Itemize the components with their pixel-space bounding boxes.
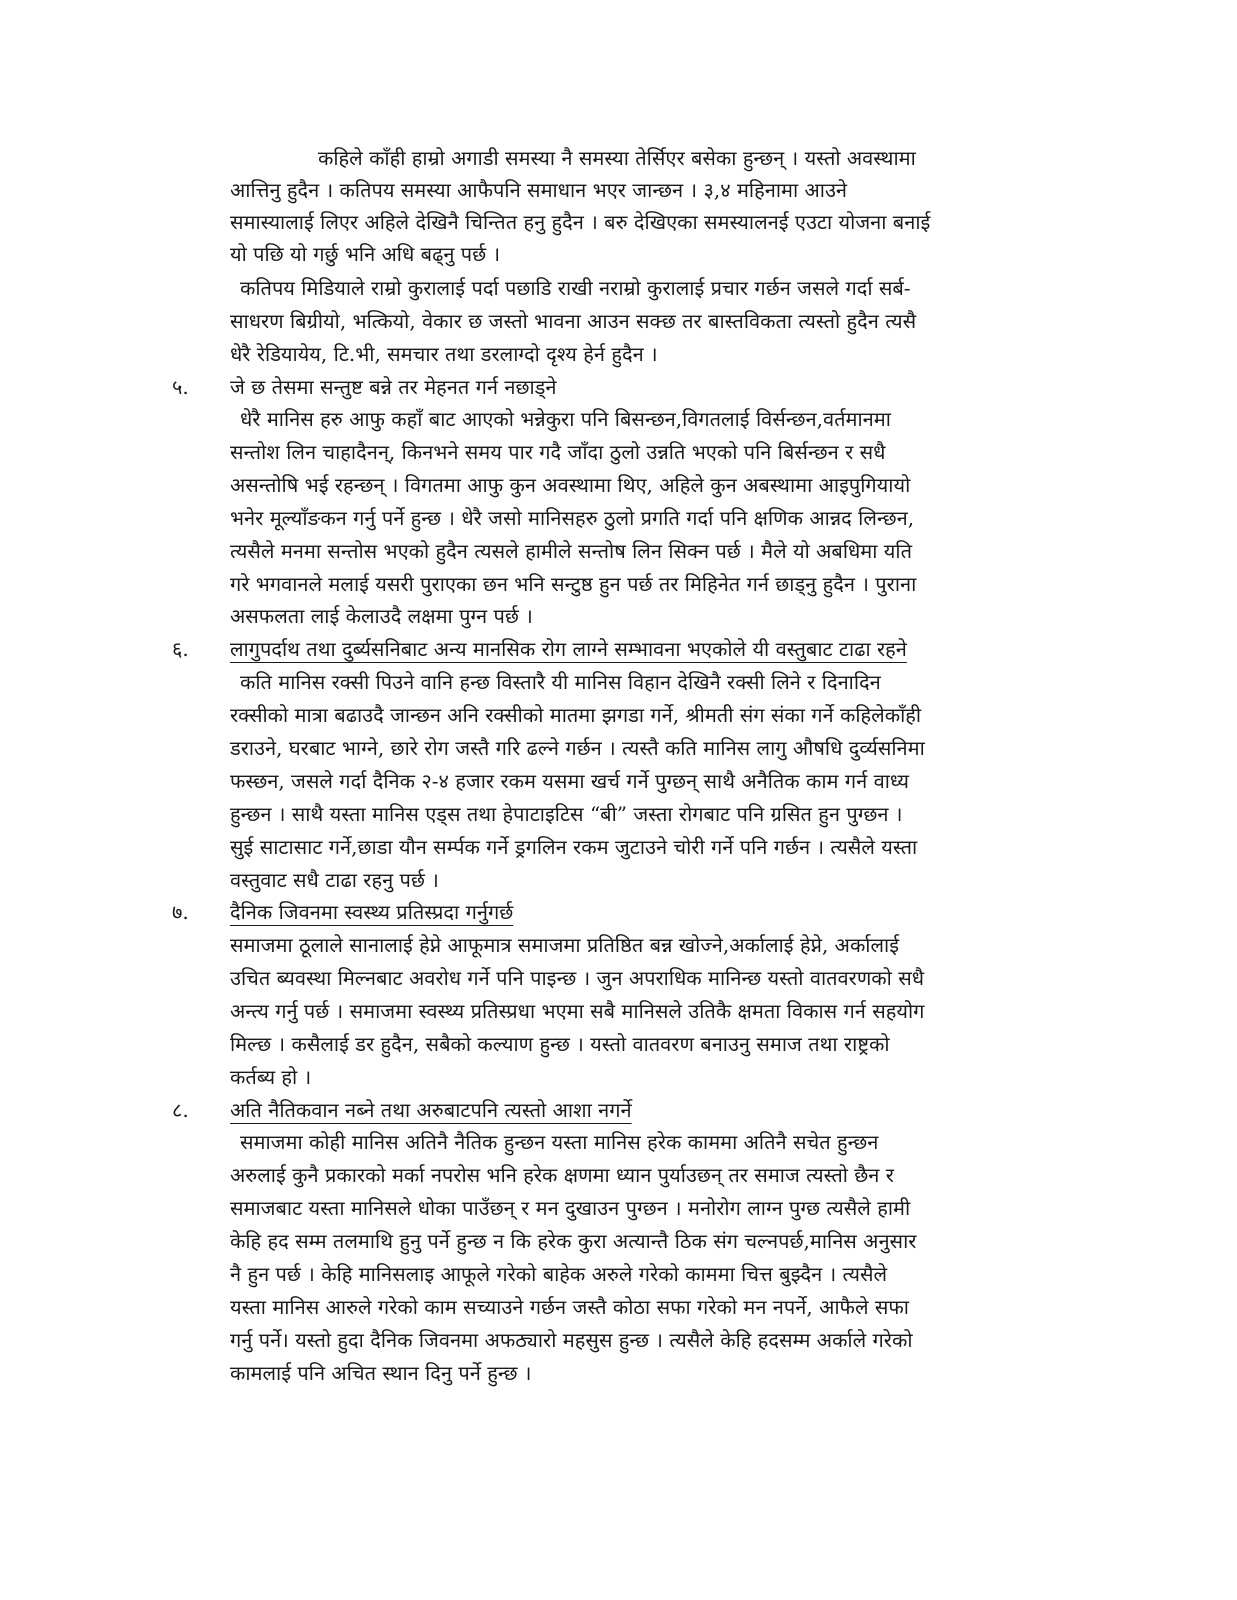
section-heading: दैनिक जिवनमा स्वस्थ्य प्रतिस्प्रदा गर्नुगर्छ	[230, 900, 514, 924]
text-line: रक्सीको मात्रा बढाउदै जान्छन अनि रक्सीको मातमा झगडा गर्ने, श्रीमती संग संका गर्ने कहिलेकाँही	[230, 703, 922, 727]
text-line: यो पछि यो गर्छु भनि अधि बढ्नु पर्छ ।	[230, 242, 501, 266]
text-line: धेरै रेडियायेय, टि.भी, समचार तथा डरलाग्दो दृश्य हेर्न हुदैन ।	[230, 342, 658, 366]
text-line: समाजमा ठूलाले सानालाई हेप्ने आफूमात्र समाजमा प्रतिष्ठित बन्न खोज्ने,अर्कालाई हेप्ने, अर्कालाई	[230, 933, 900, 957]
text-line: अरुलाई कुनै प्रकारको मर्का नपरोस भनि हरेक क्षणमा ध्यान पुर्याउछन् तर समाज त्यस्तो छैन र	[230, 1163, 894, 1187]
text-line: कामलाई पनि अचित स्थान दिनु पर्ने हुन्छ ।	[230, 1361, 532, 1385]
text-line: केहि हद सम्म तलमाथि हुनु पर्ने हुन्छ न कि हरेक कुरा अत्यान्तै ठिक संग चल्नपर्छ,मानिस अनुसार	[230, 1229, 917, 1253]
section-heading: अति नैतिकवान नब्ने तथा अरुबाटपनि त्यस्तो आशा नगर्ने	[230, 1098, 632, 1122]
text-line: कतिपय मिडियाले राम्रो कुरालाई पर्दा पछाडि राखी नराम्रो कुरालाई प्रचार गर्छन जसले गर्दा सर्ब-	[240, 276, 911, 300]
text-line: नै हुन पर्छ । केहि मानिसलाइ आफूले गरेको बाहेक अरुले गरेको काममा चित्त बुझ्दैन । त्यसैले	[230, 1262, 888, 1286]
section-number: ५.	[172, 375, 189, 399]
text-line: कर्तब्य हो ।	[230, 1065, 312, 1089]
section-number: ८.	[172, 1098, 189, 1122]
text-line: गरे भगवानले मलाई यसरी पुराएका छन भनि सन्टुष्ठ हुन पर्छ तर मिहिनेत गर्न छाड्नु हुदैन । पुराना	[230, 572, 917, 596]
text-line: भनेर मूल्याँङकन गर्नु पर्ने हुन्छ । धेरै जसो मानिसहरु ठुलो प्रगति गर्दा पनि क्षणिक आन्नद लिन्छन,	[230, 506, 915, 530]
text-line: असन्तोषि भई रहन्छन् । विगतमा आफु कुन अवस्थामा थिए, अहिले कुन अबस्थामा आइपुगियायो	[230, 473, 911, 497]
text-line: धेरै मानिस हरु आफु कहाँ बाट आएको भन्नेकुरा पनि बिसन्छन,विगतलाई विर्सन्छन,वर्तमानमा	[240, 407, 891, 431]
text-line: डराउने, घरबाट भाग्ने, छारे रोग जस्तै गरि ढल्ने गर्छन । त्यस्तै कति मानिस लागु औषधि दुर्व्यसनिमा	[230, 736, 925, 760]
section-heading: लागुपर्दाथ तथा दुर्ब्यसनिबाट अन्य मानसिक रोग लाग्ने सम्भावना भएकोले यी वस्तुबाट टाढा रहने	[230, 637, 907, 661]
text-line: उचित ब्यवस्था मिल्नबाट अवरोध गर्ने पनि पाइन्छ । जुन अपराधिक मानिन्छ यस्तो वातवरणको सधै	[230, 966, 925, 990]
text-line: फस्छन, जसले गर्दा दैनिक २-४ हजार रकम यसमा खर्च गर्ने पुग्छन् साथै अनैतिक काम गर्न वाध्य	[230, 769, 910, 793]
text-line: यस्ता मानिस आरुले गरेको काम सच्याउने गर्छन जस्तै कोठा सफा गरेको मन नपर्ने, आफैले सफा	[230, 1295, 909, 1319]
text-line: आत्तिनु हुदैन । कतिपय समस्या आफैपनि समाधान भएर जान्छन । ३,४ महिनामा आउने	[230, 178, 848, 202]
text-line: सुई साटासाट गर्ने,छाडा यौन सर्म्पक गर्ने ड्रगलिन रकम जुटाउने चोरी गर्ने पनि गर्छन । त्यसैले यस्ता	[230, 835, 918, 859]
section-number: ७.	[172, 900, 189, 924]
text-line: मिल्छ । कसैलाई डर हुदैन, सबैको कल्याण हुन्छ । यस्तो वातवरण बनाउनु समाज तथा राष्ट्रको	[230, 1032, 890, 1056]
text-line: असफलता लाई केलाउदै लक्षमा पुग्न पर्छ ।	[230, 604, 533, 628]
text-line: वस्तुवाट सधै टाढा रहनु पर्छ ।	[230, 868, 439, 892]
section-heading: जे छ तेसमा सन्तुष्ट बन्ने तर मेहनत गर्न नछाड्ने	[230, 375, 557, 399]
text-line: समास्यालाई लिएर अहिले देखिनै चिन्तित हनु हुदैन । बरु देखिएका समस्यालनई एउटा योजना बनाई	[230, 210, 931, 234]
text-line: अन्त्य गर्नु पर्छ । समाजमा स्वस्थ्य प्रतिस्प्रधा भएमा सबै मानिसले उतिकै क्षमता विकास गर्न सहयोग	[230, 999, 925, 1023]
text-line: हुन्छन । साथै यस्ता मानिस एड्स तथा हेपाटाइटिस “बी” जस्ता रोगबाट पनि ग्रसित हुन पुग्छन ।	[230, 802, 903, 826]
text-line: साधरण बिग्रीयो, भत्कियो, वेकार छ जस्तो भावना आउन सक्छ तर बास्तविकता त्यस्तो हुदैन त्यसै	[230, 309, 917, 333]
text-line: समाजमा कोही मानिस अतिनै नैतिक हुन्छन यस्ता मानिस हरेक काममा अतिनै सचेत हुन्छन	[240, 1130, 879, 1154]
text-line: कहिले काँही हाम्रो अगाडी समस्या नै समस्या तेर्सिएर बसेका हुन्छन् । यस्तो अवस्थामा	[318, 146, 916, 170]
text-line: सन्तोश लिन चाहादैनन्, किनभने समय पार गदै जाँदा ठुलो उन्नति भएको पनि बिर्सन्छन र सधै	[230, 440, 886, 464]
text-line: कति मानिस रक्सी पिउने वानि हन्छ विस्तारै यी मानिस विहान देखिनै रक्सी लिने र दिनादिन	[240, 670, 881, 694]
text-line: त्यसैले मनमा सन्तोस भएको हुदैन त्यसले हामीले सन्तोष लिन सिक्न पर्छ । मैले यो अबधिमा यति	[230, 539, 912, 563]
text-line: गर्नु पर्ने। यस्तो हुदा दैनिक जिवनमा अफठ्यारो महसुस हुन्छ । त्यसैले केहि हदसम्म अर्काले गरेको	[230, 1328, 913, 1352]
section-number: ६.	[172, 637, 189, 661]
text-line: समाजबाट यस्ता मानिसले धोका पाउँछन् र मन दुखाउन पुग्छन । मनोरोग लाग्न पुग्छ त्यसैले हामी	[230, 1196, 911, 1220]
